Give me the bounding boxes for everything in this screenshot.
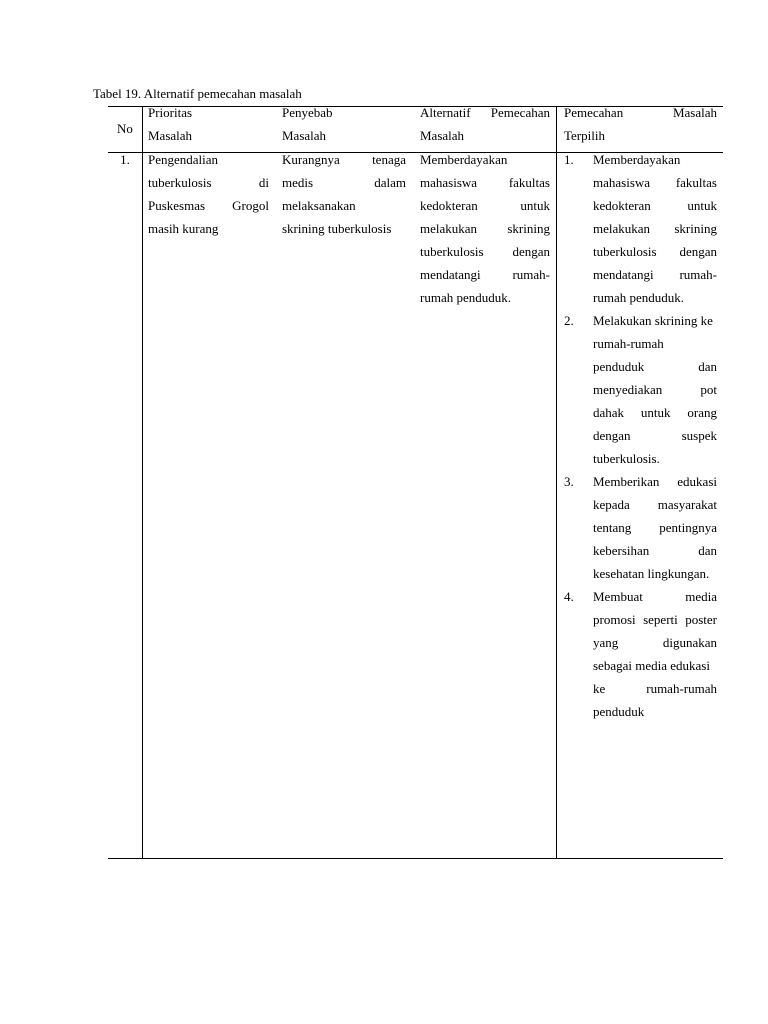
list-item [564,585,717,723]
list-line: ke rumah-rumah [593,681,717,696]
header-alternatif-line: Masalah [420,128,465,143]
problem-solving-table [108,106,723,859]
header-penyebab-line: Penyebab [282,105,333,120]
header-penyebab-line: Masalah [282,128,327,143]
cell-line: tuberkulosis dengan [420,244,550,259]
list-line: tentang pentingnya [593,520,717,535]
header-terpilih-line: Terpilih [564,128,605,143]
list-line: mendatangi rumah- [593,267,717,282]
header-terpilih-line: Pemecahan Masalah [564,105,717,120]
cell-prioritas [148,148,269,240]
list-item [564,470,717,585]
row-number: 1. [120,152,130,167]
table-bottom-border [108,858,723,859]
list-number: 2. [564,313,574,328]
list-line: tuberkulosis dengan [593,244,717,259]
list-line: kedokteran untuk [593,198,717,213]
cell-line: medis dalam [282,175,406,190]
list-line: kepada masyarakat [593,497,717,512]
cell-line: Memberdayakan [420,152,508,167]
list-line: kebersihan dan [593,543,717,558]
list-line: Melakukan skrining ke [593,313,713,328]
cell-line: skrining tuberkulosis [282,221,392,236]
list-number: 4. [564,589,574,604]
list-line: kesehatan lingkungan. [593,566,710,581]
list-line: melakukan skrining [593,221,717,236]
cell-line: rumah penduduk. [420,290,511,305]
table-caption: Tabel 19. Alternatif pemecahan masalah [93,86,302,101]
column-divider-terpilih [556,106,557,859]
list-item [564,309,717,470]
list-line: mahasiswa fakultas [593,175,717,190]
list-line: menyediakan pot [593,382,717,397]
cell-line: melakukan skrining [420,221,550,236]
header-prioritas-line: Prioritas [148,105,193,120]
cell-line: kedokteran untuk [420,198,550,213]
list-line: rumah-rumah [593,336,664,351]
column-divider-no [142,106,143,859]
cell-line: Pengendalian [148,152,219,167]
cell-line: tuberkulosis di [148,175,269,190]
cell-line: Puskesmas Grogol [148,198,269,213]
cell-line: mahasiswa fakultas [420,175,550,190]
header-prioritas [148,101,268,147]
list-line: dengan suspek [593,428,717,443]
header-terpilih [564,101,717,147]
header-alternatif-line: Alternatif Pemecahan [420,105,550,120]
list-line: Membuat media [593,589,717,604]
list-number: 1. [564,152,574,167]
list-line: Memberikan edukasi [593,474,717,489]
list-line: yang digunakan [593,635,717,650]
list-line: sebagai media edukasi [593,658,710,673]
cell-line: mendatangi rumah- [420,267,550,282]
header-penyebab [282,101,406,147]
list-number: 3. [564,474,574,489]
header-alternatif [420,101,550,147]
cell-line: melaksanakan [282,198,356,213]
cell-line: Kurangnya tenaga [282,152,406,167]
list-line: penduduk dan [593,359,717,374]
list-item [564,148,717,309]
cell-terpilih [564,148,717,723]
list-line: promosi seperti poster [593,612,717,627]
cell-penyebab [282,148,406,240]
list-line: tuberkulosis. [593,451,660,466]
header-prioritas-line: Masalah [148,128,193,143]
list-line: dahak untuk orang [593,405,717,420]
list-line: rumah penduduk. [593,290,684,305]
cell-alternatif [420,148,550,309]
list-line: penduduk [593,704,645,719]
cell-line: masih kurang [148,221,219,236]
list-line: Memberdayakan [593,152,681,167]
header-no: No [117,121,133,136]
